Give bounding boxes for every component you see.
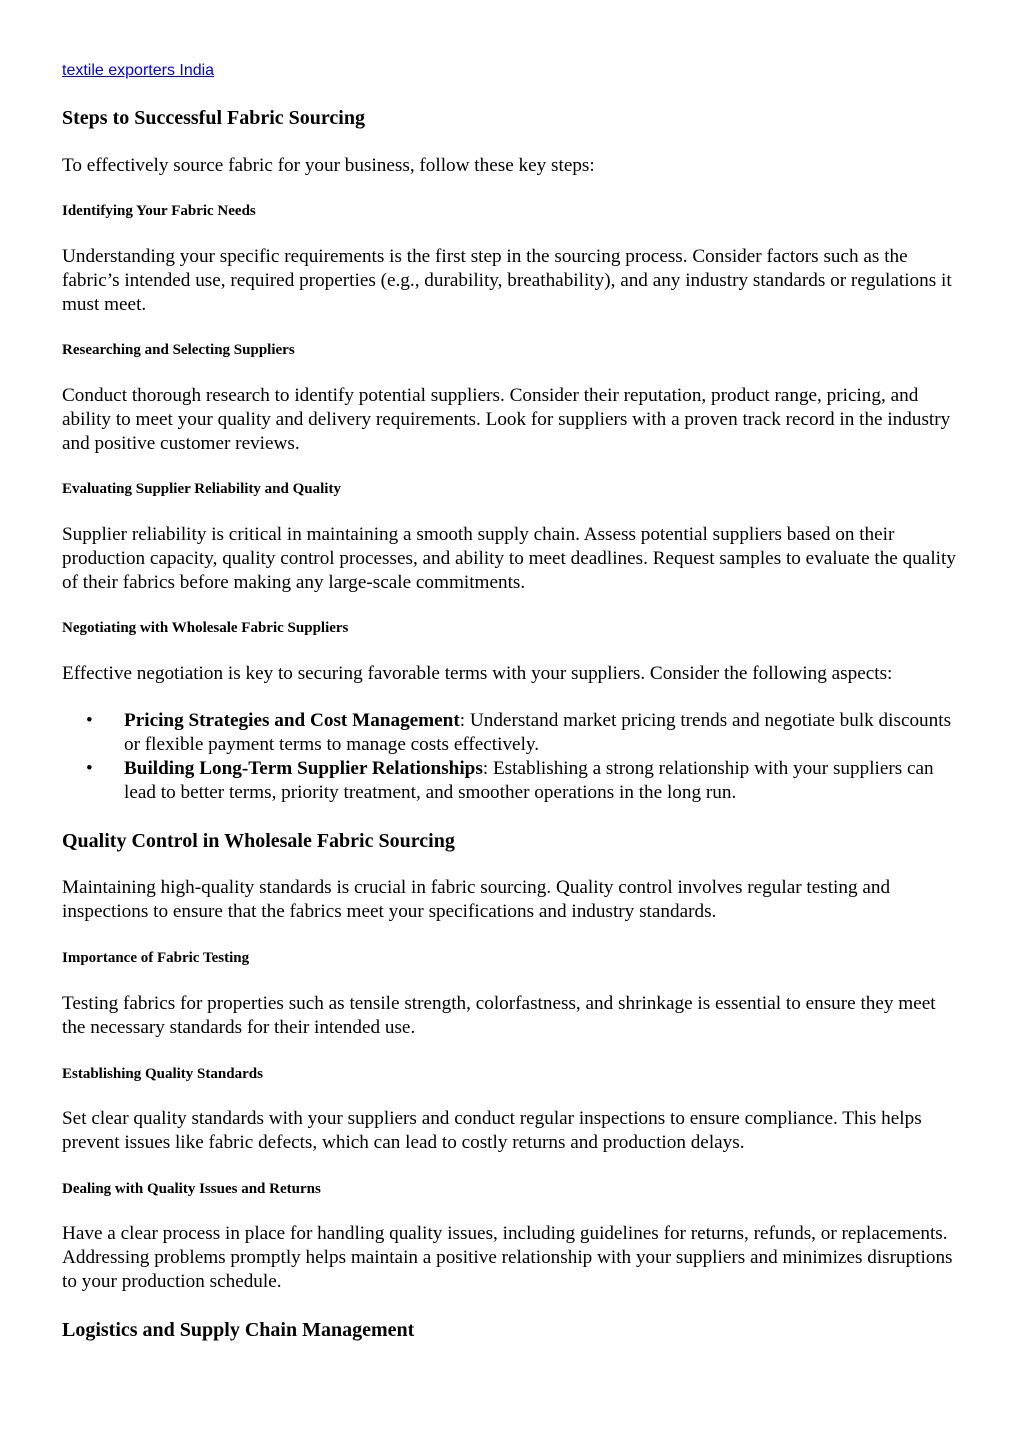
subheading-fabric-testing: Importance of Fabric Testing xyxy=(62,950,250,966)
bullet-text: : Establishing a strong relationship with your suppliers can lead to better terms, priority treatment, and smoother operations in the long run. xyxy=(124,758,934,803)
paragraph-fabric-testing: Testing fabrics for properties such as tensile strength, colorfastness, and shrinkage is essential to ensure they meet the necessary standards for their intended use. xyxy=(62,993,936,1038)
bullet-icon: • xyxy=(86,710,93,731)
section-heading-quality-control: Quality Control in Wholesale Fabric Sourcing xyxy=(62,830,455,852)
paragraph-negotiating: Effective negotiation is key to securing favorable terms with your suppliers. Consider the following aspects: xyxy=(62,663,893,684)
textile-exporters-link[interactable]: textile exporters India xyxy=(62,62,215,79)
section-intro-paragraph: To effectively source fabric for your business, follow these key steps: xyxy=(62,155,595,176)
paragraph-quality-control: Maintaining high-quality standards is crucial in fabric sourcing. Quality control involves regular testing and inspections to ensure that the fabrics meet your specifications and industry standards. xyxy=(62,877,891,922)
subheading-quality-standards: Establishing Quality Standards xyxy=(62,1066,263,1082)
subheading-selecting-suppliers: Researching and Selecting Suppliers xyxy=(62,342,295,358)
list-item xyxy=(62,757,962,805)
paragraph-quality-issues: Have a clear process in place for handling quality issues, including guidelines for returns, refunds, or replacements. Addressing problems promptly helps maintain a positive relationship with your suppliers and minimizes disruptions to your production schedule. xyxy=(62,1223,953,1292)
bullet-text: : Understand market pricing trends and negotiate bulk discounts or flexible payment terms to manage costs effectively. xyxy=(124,710,952,755)
bullet-title: Pricing Strategies and Cost Management xyxy=(124,710,460,731)
bullet-title: Building Long-Term Supplier Relationships xyxy=(124,758,483,779)
list-item xyxy=(62,709,962,757)
section-heading-logistics: Logistics and Supply Chain Management xyxy=(62,1319,415,1341)
subheading-fabric-needs: Identifying Your Fabric Needs xyxy=(62,203,256,219)
paragraph-supplier-reliability: Supplier reliability is critical in maintaining a smooth supply chain. Assess potential suppliers based on their production capacity, quality control processes, and ability to meet deadlines. Request samples to evaluate the quality of their fabrics before making any large-scale commitments. xyxy=(62,524,956,593)
bullet-icon: • xyxy=(86,758,93,779)
paragraph-selecting-suppliers: Conduct thorough research to identify potential suppliers. Consider their reputation, product range, pricing, and ability to meet your quality and delivery requirements. Look for suppliers with a proven track record in the industry and positive customer reviews. xyxy=(62,385,951,454)
paragraph-quality-standards: Set clear quality standards with your suppliers and conduct regular inspections to ensure compliance. This helps prevent issues like fabric defects, which can lead to costly returns and production delays. xyxy=(62,1108,922,1153)
section-heading-fabric-sourcing: Steps to Successful Fabric Sourcing xyxy=(62,107,365,129)
subheading-supplier-reliability: Evaluating Supplier Reliability and Quality xyxy=(62,481,341,497)
subheading-quality-issues: Dealing with Quality Issues and Returns xyxy=(62,1181,321,1197)
negotiation-bullet-list xyxy=(62,709,962,805)
paragraph-fabric-needs: Understanding your specific requirements is the first step in the sourcing process. Consider factors such as the fabric’s intended use, required properties (e.g., durability, breathability), and any industry standards or regulations it must meet. xyxy=(62,246,952,315)
subheading-negotiating: Negotiating with Wholesale Fabric Suppliers xyxy=(62,620,349,636)
